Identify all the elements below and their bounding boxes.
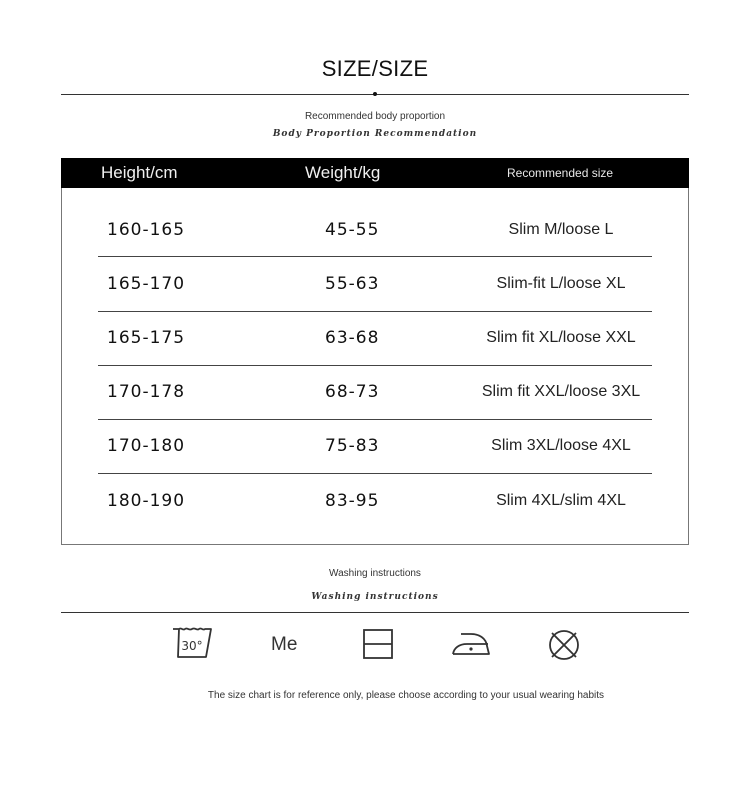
size-cell: Slim 3XL/loose 4XL bbox=[491, 437, 631, 454]
height-cell: 180-190 bbox=[107, 491, 186, 511]
height-cell: 165-175 bbox=[107, 328, 186, 348]
dry-clean-icon: Me bbox=[271, 634, 298, 655]
height-cell: 160-165 bbox=[107, 220, 186, 240]
washing-title: Washing instructions bbox=[329, 568, 421, 579]
weight-cell: 68-73 bbox=[325, 382, 380, 402]
table-row bbox=[61, 419, 689, 473]
height-cell: 170-180 bbox=[107, 436, 186, 456]
column-header-height: Height/cm bbox=[101, 163, 178, 182]
no-tumble-dry-icon bbox=[542, 624, 586, 666]
table-header bbox=[61, 158, 689, 188]
iron-low-icon bbox=[449, 624, 493, 666]
wash-30-icon bbox=[170, 624, 214, 666]
size-cell: Slim 4XL/slim 4XL bbox=[496, 492, 626, 509]
weight-cell: 55-63 bbox=[325, 274, 380, 294]
height-cell: 170-178 bbox=[107, 382, 186, 402]
size-chart-note: The size chart is for reference only, please choose according to your usual wearing habits bbox=[207, 690, 605, 701]
size-cell: Slim M/loose L bbox=[508, 221, 614, 238]
column-header-weight: Weight/kg bbox=[305, 163, 381, 182]
wash-temp-label: 30° bbox=[181, 639, 203, 653]
height-cell: 165-170 bbox=[107, 274, 186, 294]
weight-cell: 63-68 bbox=[325, 328, 380, 348]
section-subtitle: Recommended body proportion bbox=[304, 111, 446, 122]
weight-cell: 83-95 bbox=[325, 491, 380, 511]
table-row bbox=[61, 311, 689, 365]
washing-script-title: Washing instructions bbox=[311, 592, 439, 602]
size-cell: Slim fit XXL/loose 3XL bbox=[481, 383, 641, 400]
table-row bbox=[61, 257, 689, 311]
table-row bbox=[61, 474, 689, 528]
table-row bbox=[61, 365, 689, 419]
section-script-subtitle: Body Proportion Recommendation bbox=[272, 129, 478, 139]
flat-dry-icon bbox=[356, 624, 400, 666]
washing-divider bbox=[61, 612, 689, 613]
size-cell: Slim fit XL/loose XXL bbox=[486, 329, 636, 346]
size-cell: Slim-fit L/loose XL bbox=[496, 275, 626, 292]
column-header-size: Recommended size bbox=[507, 166, 614, 180]
care-icons bbox=[61, 624, 689, 666]
weight-cell: 45-55 bbox=[325, 220, 380, 240]
weight-cell: 75-83 bbox=[325, 436, 380, 456]
table-row bbox=[61, 203, 689, 257]
divider-dot bbox=[373, 92, 377, 96]
page-title: SIZE/SIZE bbox=[321, 56, 429, 81]
